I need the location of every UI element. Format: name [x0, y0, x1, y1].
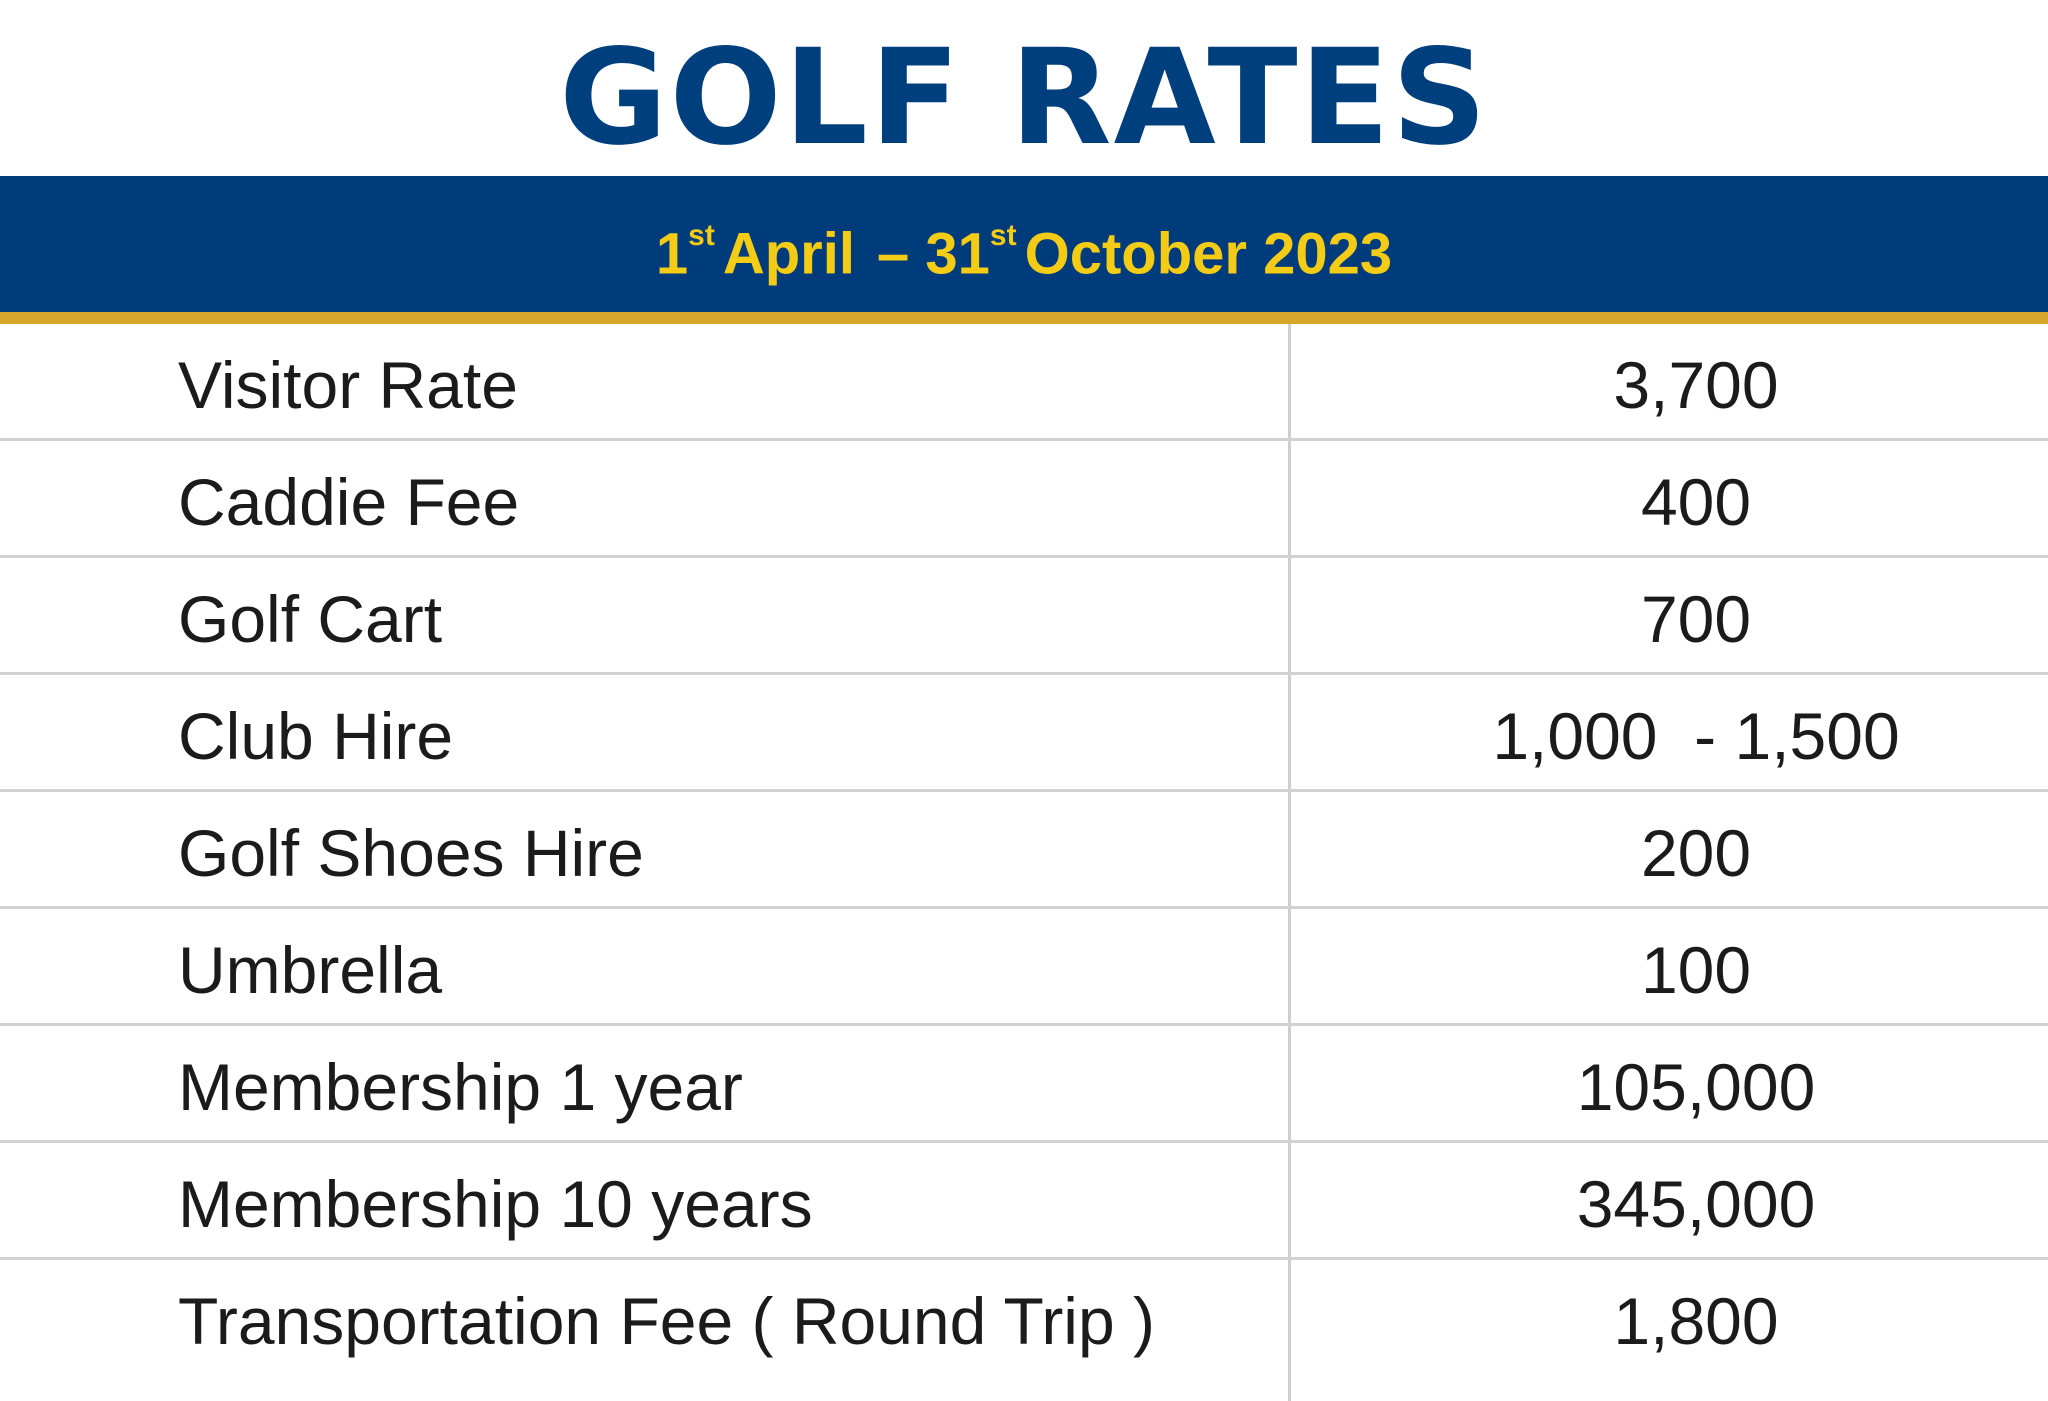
table-row — [0, 909, 2048, 1026]
rate-price: 200 — [1640, 816, 1752, 890]
season-start-month: April — [722, 221, 855, 287]
table-row — [0, 1026, 2048, 1143]
rate-item: Golf Cart — [178, 582, 443, 656]
rate-item: Umbrella — [178, 933, 443, 1007]
table-row — [0, 1143, 2048, 1260]
season-end-day: 31 — [925, 221, 990, 287]
rate-item: Club Hire — [178, 699, 454, 773]
rate-item: Membership 1 year — [178, 1050, 743, 1124]
table-row — [0, 1260, 2048, 1377]
rate-price: 3,700 — [1613, 348, 1779, 422]
season-banner — [0, 176, 2048, 312]
page-title: GOLF RATES — [559, 21, 1489, 175]
rate-price: 105,000 — [1576, 1050, 1816, 1124]
rate-price: 1,000 - 1,500 — [1492, 699, 1900, 773]
season-end-rest: October 2023 — [1024, 221, 1393, 287]
rate-item: Caddie Fee — [178, 465, 520, 539]
season-dash: – — [876, 221, 910, 287]
season-end-suffix: st — [989, 219, 1017, 252]
rates-table — [0, 324, 2048, 1377]
table-row — [0, 792, 2048, 909]
table-row — [0, 558, 2048, 675]
rate-price: 100 — [1640, 933, 1752, 1007]
rate-price: 345,000 — [1576, 1167, 1816, 1241]
rate-item: Visitor Rate — [178, 348, 518, 422]
table-row — [0, 324, 2048, 441]
season-dates — [0, 176, 2048, 312]
rate-price: 1,800 — [1613, 1284, 1779, 1358]
rate-price: 700 — [1640, 582, 1752, 656]
rate-item: Golf Shoes Hire — [178, 816, 644, 890]
rate-item: Transportation Fee ( Round Trip ) — [178, 1284, 1155, 1358]
season-start-suffix: st — [688, 219, 715, 252]
season-start-day: 1 — [655, 221, 689, 287]
rate-price: 400 — [1640, 465, 1752, 539]
table-row — [0, 441, 2048, 558]
accent-divider — [0, 312, 2048, 324]
table-row — [0, 675, 2048, 792]
rate-item: Membership 10 years — [178, 1167, 813, 1241]
